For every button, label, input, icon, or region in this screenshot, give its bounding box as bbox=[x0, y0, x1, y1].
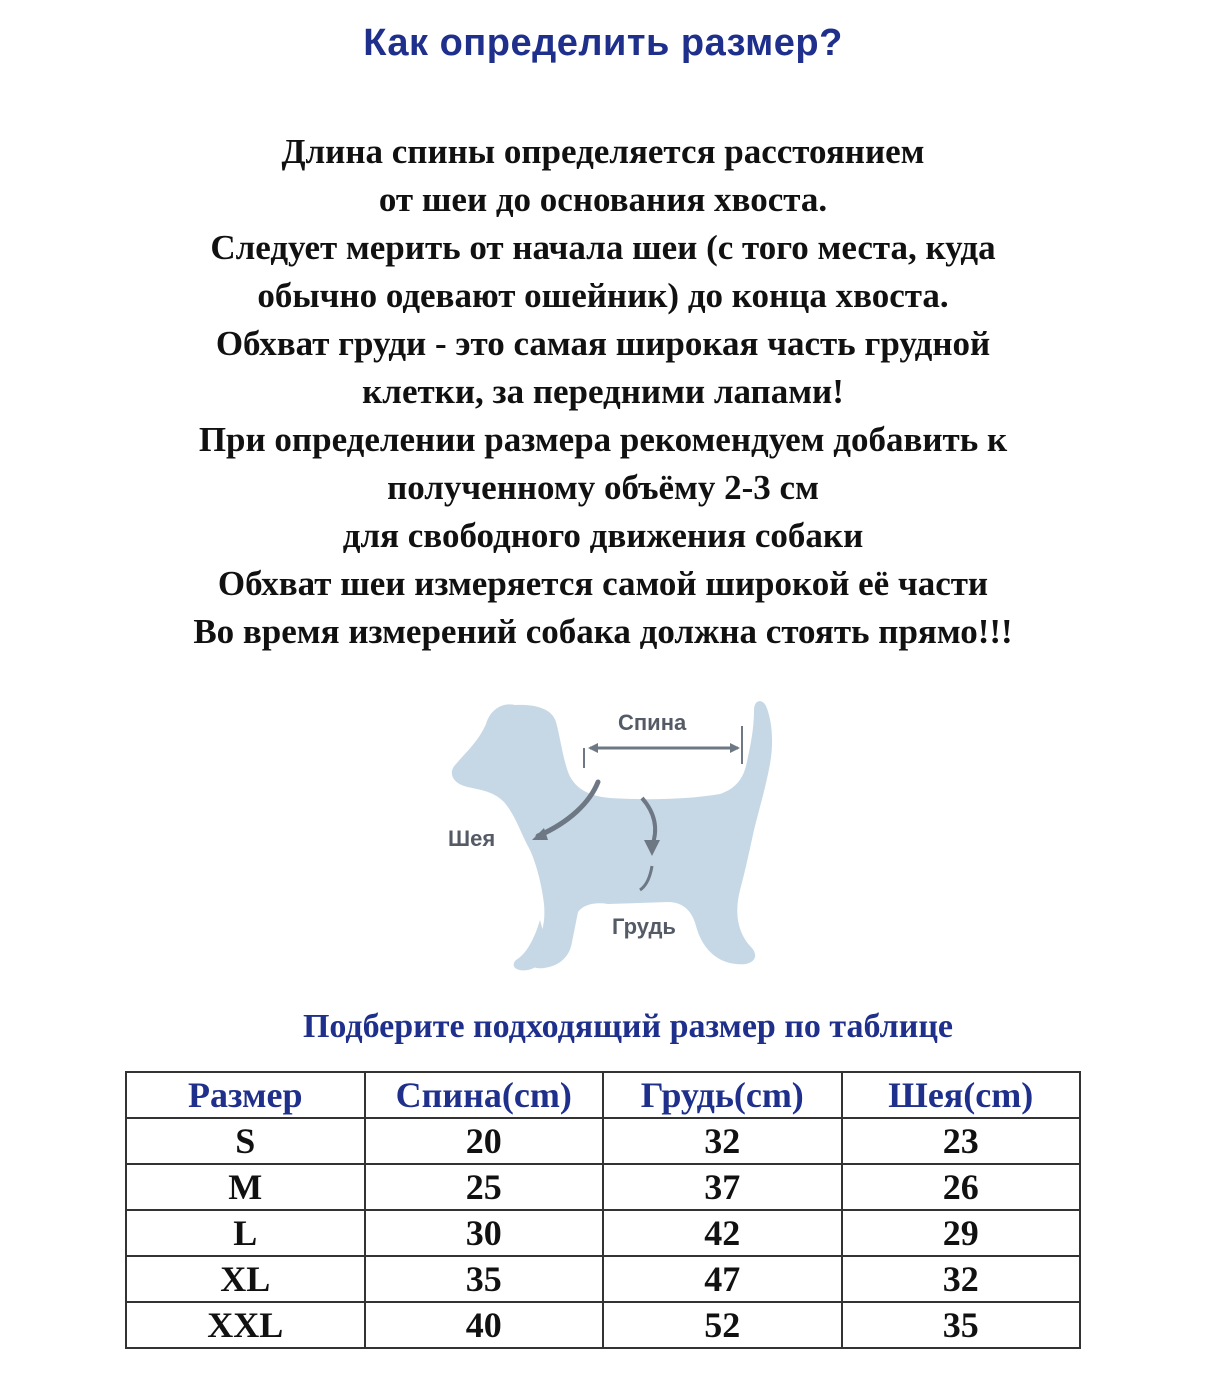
instruction-line: Обхват груди - это самая широкая часть грудной bbox=[215, 324, 991, 363]
cell-chest: 52 bbox=[603, 1302, 842, 1348]
back-arrow-right-icon bbox=[730, 743, 740, 753]
cell-chest: 47 bbox=[603, 1256, 842, 1302]
table-row bbox=[126, 1302, 1080, 1348]
cell-neck: 35 bbox=[842, 1302, 1081, 1348]
cell-chest: 37 bbox=[603, 1164, 842, 1210]
instruction-line: клетки, за передними лапами! bbox=[362, 372, 844, 411]
table-title: Подберите подходящий размер по таблице bbox=[302, 1008, 954, 1045]
cell-back: 40 bbox=[365, 1302, 604, 1348]
instruction-line: полученному объёму 2-3 см bbox=[387, 468, 819, 507]
cell-size: L bbox=[126, 1210, 365, 1256]
cell-chest: 32 bbox=[603, 1118, 842, 1164]
label-chest: Грудь bbox=[612, 914, 676, 939]
cell-size: XXL bbox=[126, 1302, 365, 1348]
cell-neck: 32 bbox=[842, 1256, 1081, 1302]
instruction-line: от шеи до основания хвоста. bbox=[378, 180, 828, 219]
back-arrow-left-icon bbox=[588, 743, 598, 753]
size-table bbox=[125, 1071, 1081, 1349]
header-neck: Шея(cm) bbox=[842, 1072, 1081, 1118]
table-row bbox=[126, 1256, 1080, 1302]
cell-neck: 23 bbox=[842, 1118, 1081, 1164]
instruction-line: Обхват шеи измеряется самой широкой её части bbox=[217, 564, 989, 603]
instructions-text bbox=[0, 128, 1206, 656]
instruction-line: обычно одевают ошейник) до конца хвоста. bbox=[257, 276, 949, 315]
instruction-line: Во время измерений собака должна стоять прямо!!! bbox=[193, 612, 1013, 651]
header-back: Спина(cm) bbox=[365, 1072, 604, 1118]
table-row bbox=[126, 1210, 1080, 1256]
label-back: Спина bbox=[618, 710, 687, 735]
label-neck: Шея bbox=[448, 826, 496, 851]
cell-neck: 29 bbox=[842, 1210, 1081, 1256]
instruction-line: Следует мерить от начала шеи (с того места, куда bbox=[210, 228, 996, 267]
header-size: Размер bbox=[126, 1072, 365, 1118]
table-header-row bbox=[126, 1072, 1080, 1118]
dog-measurement-figure bbox=[420, 690, 820, 1000]
cell-back: 20 bbox=[365, 1118, 604, 1164]
cell-neck: 26 bbox=[842, 1164, 1081, 1210]
cell-back: 25 bbox=[365, 1164, 604, 1210]
cell-size: XL bbox=[126, 1256, 365, 1302]
instruction-line: для свободного движения собаки bbox=[342, 516, 864, 555]
instruction-line: Длина спины определяется расстоянием bbox=[281, 132, 925, 171]
cell-back: 30 bbox=[365, 1210, 604, 1256]
cell-back: 35 bbox=[365, 1256, 604, 1302]
dog-silhouette-icon bbox=[420, 690, 820, 1000]
table-row bbox=[126, 1164, 1080, 1210]
cell-size: M bbox=[126, 1164, 365, 1210]
page-title: Как определить размер? bbox=[363, 22, 843, 64]
table-row bbox=[126, 1118, 1080, 1164]
header-chest: Грудь(cm) bbox=[603, 1072, 842, 1118]
cell-chest: 42 bbox=[603, 1210, 842, 1256]
instruction-line: При определении размера рекомендуем добавить к bbox=[198, 420, 1008, 459]
cell-size: S bbox=[126, 1118, 365, 1164]
